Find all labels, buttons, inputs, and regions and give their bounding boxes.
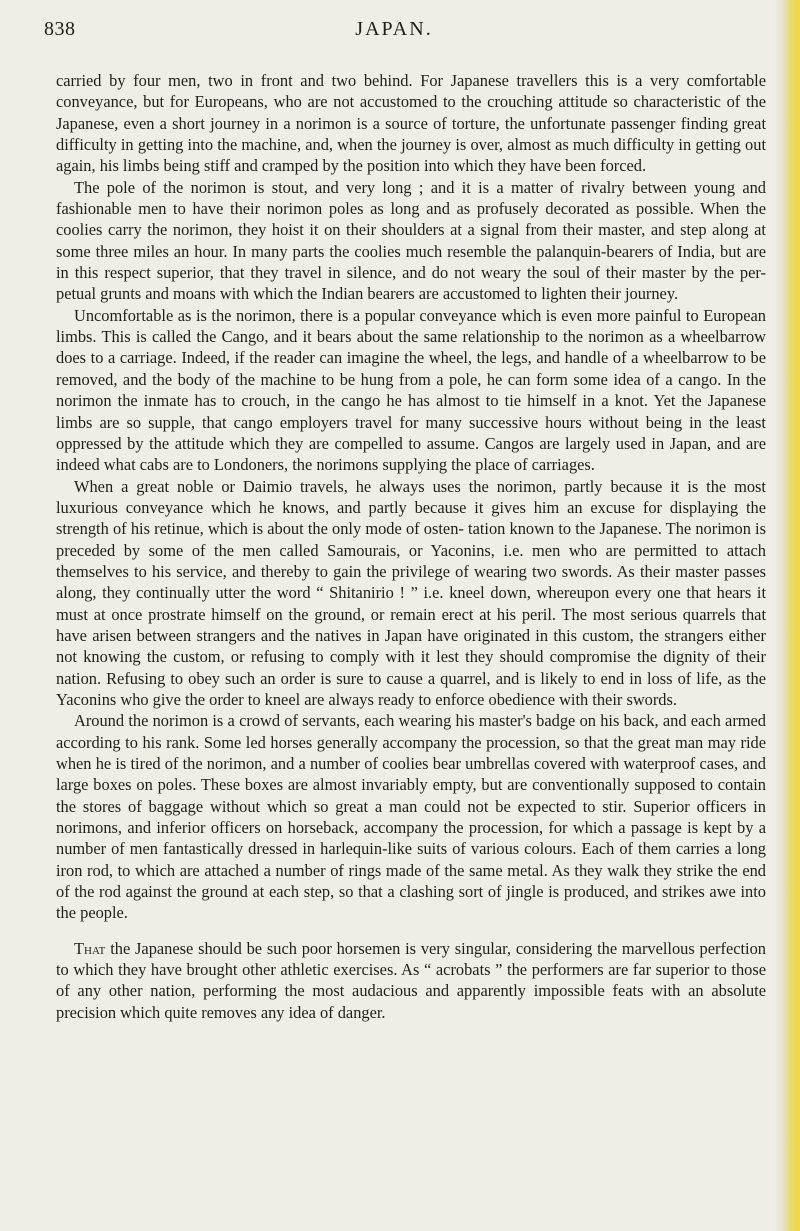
paragraph-daimio: When a great noble or Daimio travels, he always uses the norimon, partly because it is the most luxurious conveyance which he knows, and partly because it gives him an excuse for displaying the strength of his retinue, which is about the only mode of osten- tation known to the Japanese. The norimon is preceded by some of the men called Samourais, or Yaconins, i.e. men who are permitted to attach themselves to his service, and thereby to gain the privilege of wearing two swords. As their master passes along, they continually utter the word “ Shitanirio ! ” i.e. kneel down, whereupon every one that hears it must at once prostrate himself on the ground, or remain erect at his peril. The most serious quarrels that have arisen between strangers and the natives in Japan have originated in this custom, the strangers either not knowing the custom, or refusing to comply with it lest they should compromise the dignity of their nation. Refusing to obey such an order is sure to cause a quarrel, and is likely to end in loss of life, as the Yaconins who give the order to kneel are always ready to enforce obedience with their swords. [56, 476, 766, 709]
body-text [56, 70, 766, 1023]
lead-word: That [74, 938, 106, 958]
paragraph-cango: Uncomfortable as is the norimon, there is a popular conveyance which is even more painful to European limbs. This is called the Cango, and it bears about the same relationship to the norimon as a wheelbarrow does to a carriage. Indeed, if the reader can imagine the wheel, the legs, and handle of a wheelbarrow to be removed, and the body of the machine to be hung from a pole, he can form some idea of a cango. In the norimon the inmate has to crouch, in the cango he has almost to tie himself in a knot. Yet the Japanese limbs are so supple, that cango employers travel for many successive hours without being in the least oppressed by the attitude which they are compelled to assume. Cangos are largely used in Japan, and are indeed what cabs are to Londoners, the norimons supplying the place of carriages. [56, 305, 766, 475]
paragraph-norimon-pole: The pole of the norimon is stout, and very long ; and it is a matter of rivalry between young and fashionable men to have their norimon poles as long and as profusely decorated as possible. When the coolies carry the norimon, they hoist it on their shoulders at a signal from their master, and step along at some three miles an hour. In many parts the coolies much resemble the palanquin-bearers of India, but are in this respect superior, that they travel in silence, and do not weary the soul of their master by the per- petual grunts and moans with which the Indian bearers are accustomed to lighten their journey. [56, 177, 766, 304]
page-edge [774, 0, 800, 1231]
paragraph-procession: Around the norimon is a crowd of servants, each wearing his master's badge on his back, and each armed according to his rank. Some led horses generally accompany the procession, so that the great man may ride when he is tired of the norimon, and a number of coolies bear umbrellas covered with waterproof cases, and large boxes on poles. These boxes are almost invariably empty, but are conventionally supposed to contain the stores of baggage without which so great a man could not be expected to stir. Superior officers in norimons, and inferior officers on horseback, accompany the procession, for which a passage is kept by a number of men fantastically dressed in harlequin-like suits of various colours. Each of them carries a long iron rod, to which are attached a number of rings made of the same metal. As they walk they strike the end of the rod against the ground at each step, so that a clashing sort of jingle is produced, and strikes awe into the people. [56, 711, 766, 923]
paragraph-continuation: carried by four men, two in front and two behind. For Japanese travellers this is a very comfortable conveyance, but for Europeans, who are not accustomed to the crouching attitude so characteristic of the Japanese, even a short journey in a norimon is a source of torture, the unfortunate passenger finding great difficulty in getting into the machine, and, when the journey is over, almost as much difficulty in getting out again, his limbs being stiff and cramped by the position into which they have been forced. [56, 71, 766, 176]
paragraph-horsemen-text: the Japanese should be such poor horsemen is very singular, considering the marvellous perfection to which they have brought other athletic exercises. As “ acrobats ” the performers are far superior to those of any other nation, performing the most audacious and apparently impossible feats with an absolute precision which quite removes any idea of danger. [56, 938, 766, 1022]
paragraph-horsemen [56, 938, 766, 1023]
page-number: 838 [44, 18, 76, 40]
running-title: JAPAN. [355, 18, 433, 40]
page-header [44, 18, 744, 48]
